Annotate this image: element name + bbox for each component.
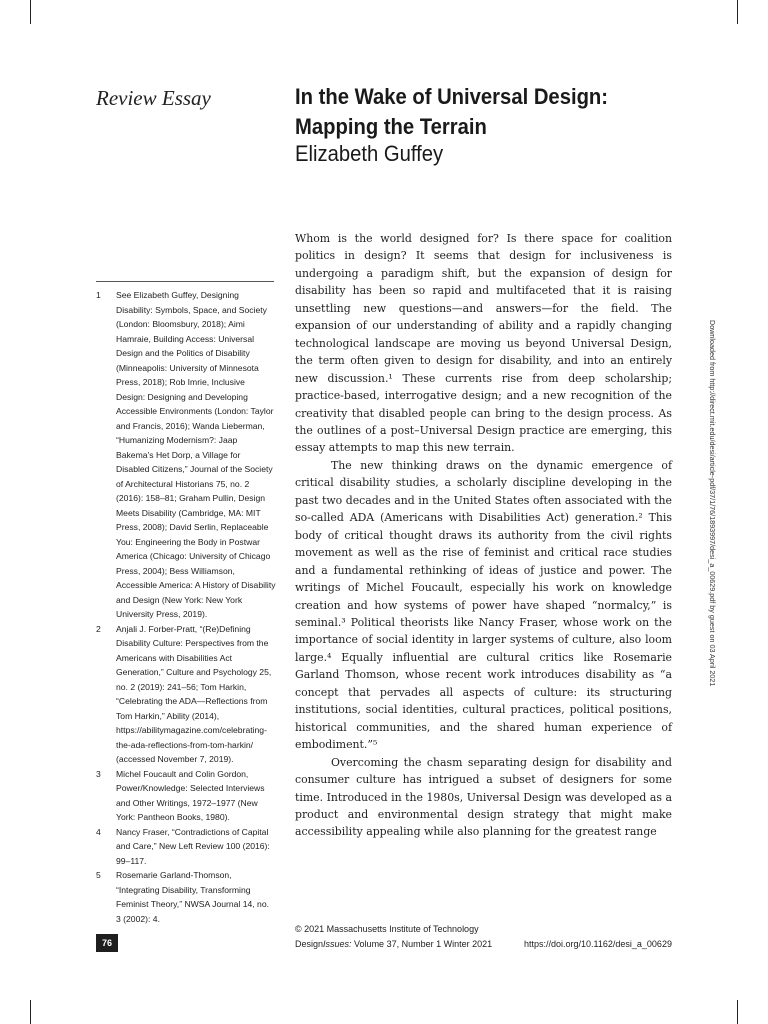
footnote-number: 3: [96, 768, 101, 779]
footnote-text: Michel Foucault and Colin Gordon, Power/Knowledge: Selected Interviews and Other Writings, 1972–1977 (New York: Pantheon Books, 1980).: [116, 768, 265, 822]
footnote-divider: [96, 281, 274, 282]
crop-mark: [30, 1000, 31, 1024]
journal-info: [295, 939, 492, 949]
doi-link[interactable]: https://doi.org/10.1162/desi_a_00629: [524, 939, 672, 949]
article-author: Elizabeth Guffey: [295, 141, 444, 166]
footnote: [96, 868, 276, 926]
article-body: [295, 230, 672, 841]
footnote-number: 1: [96, 290, 101, 300]
download-notice: Downloaded from http://direct.mit.edu/desi/article-pdf/37/1/76/1893997/desi_a_00629.pdf by guest on 03 April 2021: [708, 320, 717, 687]
footnotes: [96, 288, 276, 926]
article-title: [295, 82, 681, 142]
footnote-number: 2: [96, 623, 101, 634]
title-line: In the Wake of Universal Design:: [295, 84, 609, 109]
copyright: © 2021 Massachusetts Institute of Technology: [295, 924, 479, 934]
footnote-text: Rosemarie Garland-Thomson, “Integrating Disability, Transforming Feminist Theory,” NWSA Journal 14, no. 3 (2002): 4.: [116, 870, 269, 924]
crop-mark: [30, 0, 31, 24]
footnote-number: 4: [96, 826, 101, 837]
title-line: Mapping the Terrain: [295, 114, 487, 139]
journal-name-prefix: Design: [295, 939, 324, 949]
footnote: [96, 767, 276, 825]
footnote-text: Anjali J. Forber-Pratt, “(Re)Defining Disability Culture: Perspectives from the Americans with Disabilities Act Generation,” Culture and Psychology 25, no. 2 (2019): 241–56; Tom Harkin, “Celebrating the ADA—Reflections from Tom Harkin,” Ability (2014), https://abilitymagazine.com/celebrating-the-ada-reflections-from-tom-harkin/ (accessed November 7, 2019).: [116, 623, 272, 764]
footnote-number: 5: [96, 870, 101, 880]
footnote-text: Nancy Fraser, “Contradictions of Capital and Care,” New Left Review 100 (2016): 99–117.: [116, 826, 270, 866]
crop-mark: [737, 1000, 738, 1024]
footnote: [96, 825, 276, 869]
body-paragraph: Overcoming the chasm separating design for disability and consumer culture has intrigued a subset of designers for some time. Introduced in the 1980s, Universal Design was developed as a product and environmental design strategy that might make accessibility appealing while also planning for the greatest range: [295, 755, 672, 839]
body-paragraph: Whom is the world designed for? Is there space for coalition politics in design? It seems that design for inclusiveness is undergoing a paradigm shift, but the expansion of design for disability has been so rapid and multifaceted that it is raising unsettling new questions—and answers—for the field. The expansion of our understanding of ability and a rapidly changing technological landscape are moving us beyond Universal Design, the term often given to design for disability, and into an entirely new discussion.¹ These currents rise from deep scholarship; practice-based, interrogative design; and a new recognition of the creativity that disabled people can bring to the design process. As the outlines of a post–Universal Design practice are emerging, this essay attempts to map this new terrain.: [295, 232, 672, 455]
footnote: [96, 622, 276, 767]
crop-mark: [737, 0, 738, 24]
footnote-text: See Elizabeth Guffey, Designing Disability: Symbols, Space, and Society (London: Bloomsbury, 2018); Aimi Hamraie, Building Access: Universal Design and the Politics of Disability (Minneapolis: University of Minnesota Press, 2018); Rob Imrie, Inclusive Design: Designing and Developing Accessible Environments (London: Taylor and Francis, 2016); Wanda Lieberman, “Humanizing Modernism?: Jaap Bakema’s Het Dorp, a Village for Disabled Citizens,” Journal of the Society of Architectural Historians 75, no. 2 (2016): 158–81; Graham Pullin, Design Meets Disability (Cambridge, MA: MIT Press, 2008); David Serlin, Replaceable You: Engineering the Body in Postwar America (Chicago: University of Chicago Press, 2004); Bess Williamson, Accessible America: A History of Disability and Design (New York: New York University Press, 2019).: [116, 290, 276, 619]
journal-name-suffix: Issues:: [323, 939, 352, 949]
journal-issue: Volume 37, Number 1 Winter 2021: [354, 939, 493, 949]
body-paragraph: The new thinking draws on the dynamic emergence of critical disability studies, a scholarly discipline developing in the past two decades and in the United States often associated with the so-called ADA (Americans with Disabilities Act) generation.² This body of critical thought draws its authority from the civil rights movement as well as the rise of feminist and critical race studies and a fundamental rethinking of ideas of justice and power. The writings of Michel Foucault, especially his work on knowledge creation and how systems of power have shaped “normalcy,” is seminal.³ Political theorists like Nancy Fraser, whose work on the importance of social identity in larger systems of culture, also loom large.⁴ Equally influential are cultural critics like Rosemarie Garland Thomson, whose recent work introduces disability as “a concept that pervades all aspects of culture: its structuring institutions, social identities, cultural practices, political positions, historical communities, and the shared human experience of embodiment.”⁵: [295, 458, 672, 752]
page-number: 76: [96, 934, 118, 952]
footnote: [96, 288, 276, 622]
section-label: Review Essay: [96, 86, 211, 110]
